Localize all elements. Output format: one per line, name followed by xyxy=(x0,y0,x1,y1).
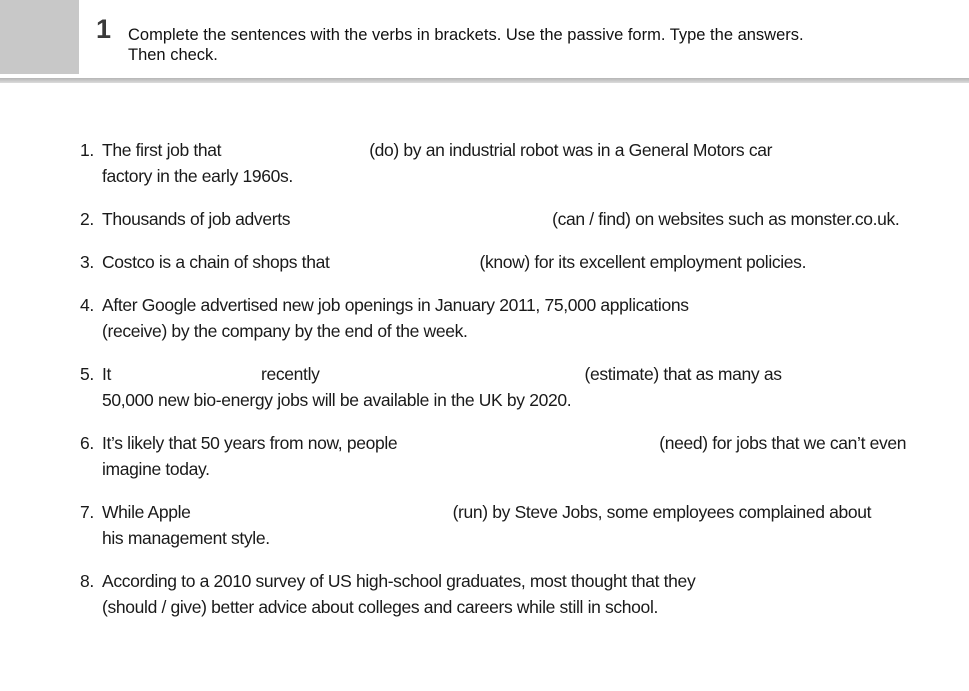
sentence-text: According to a 2010 survey of US high-school graduates, most thought that they xyxy=(102,571,696,591)
sentence-text: The first job that xyxy=(102,140,222,160)
item-number: 2. xyxy=(80,209,94,229)
sentence-text: (estimate) that as many as xyxy=(584,364,782,384)
sentence-text: (need) for jobs that we can’t even xyxy=(659,433,907,453)
sentence-text: 50,000 new bio-energy jobs will be available in the UK by 2020. xyxy=(102,390,572,410)
sentence-text: factory in the early 1960s. xyxy=(102,166,293,186)
answer-input-6[interactable] xyxy=(397,433,659,455)
exercise-header xyxy=(0,0,969,78)
sentence-text: his management style. xyxy=(102,528,270,548)
item-number: 3. xyxy=(80,252,94,272)
instructions-line-1: Complete the sentences with the verbs in brackets. Use the passive form. Type the answers. xyxy=(128,26,804,44)
sentence-text: recently xyxy=(261,364,320,384)
sentence-text: (do) by an industrial robot was in a General Motors car xyxy=(369,140,773,160)
answer-input-8[interactable] xyxy=(695,571,845,593)
sentence-text: (should / give) better advice about colleges and careers while still in school. xyxy=(102,597,658,617)
answer-input-2[interactable] xyxy=(290,209,552,231)
header-grey-box xyxy=(0,0,79,74)
answer-input-1[interactable] xyxy=(221,140,369,162)
sentence-text: (run) by Steve Jobs, some employees complained about xyxy=(452,502,872,522)
answer-input-5a[interactable] xyxy=(111,364,261,386)
sentence-text: It’s likely that 50 years from now, people xyxy=(102,433,398,453)
sentence-text: After Google advertised new job openings in January 2011, 75,000 applications xyxy=(102,295,689,315)
item-number: 1. xyxy=(80,140,94,160)
exercise-instructions xyxy=(128,25,928,65)
sentence-text: (know) for its excellent employment policies. xyxy=(479,252,807,272)
sentence-text: While Apple xyxy=(102,502,191,522)
answer-input-5b[interactable] xyxy=(320,364,585,386)
header-divider xyxy=(0,78,969,83)
item-number: 8. xyxy=(80,571,94,591)
instructions-line-2: Then check. xyxy=(128,46,218,64)
answer-input-4[interactable] xyxy=(689,295,839,317)
item-number: 7. xyxy=(80,502,94,522)
sentence-text: imagine today. xyxy=(102,459,210,479)
sentence-text: (can / find) on websites such as monster.co.uk. xyxy=(552,209,900,229)
answer-input-3[interactable] xyxy=(329,252,479,274)
item-number: 4. xyxy=(80,295,94,315)
sentence-text: (receive) by the company by the end of the week. xyxy=(102,321,468,341)
sentence-text: Costco is a chain of shops that xyxy=(102,252,330,272)
item-number: 6. xyxy=(80,433,94,453)
exercise-number: 1 xyxy=(96,14,112,44)
sentence-text: Thousands of job adverts xyxy=(102,209,291,229)
sentence-text: It xyxy=(102,364,112,384)
answer-input-7[interactable] xyxy=(191,502,453,524)
item-number: 5. xyxy=(80,364,94,384)
